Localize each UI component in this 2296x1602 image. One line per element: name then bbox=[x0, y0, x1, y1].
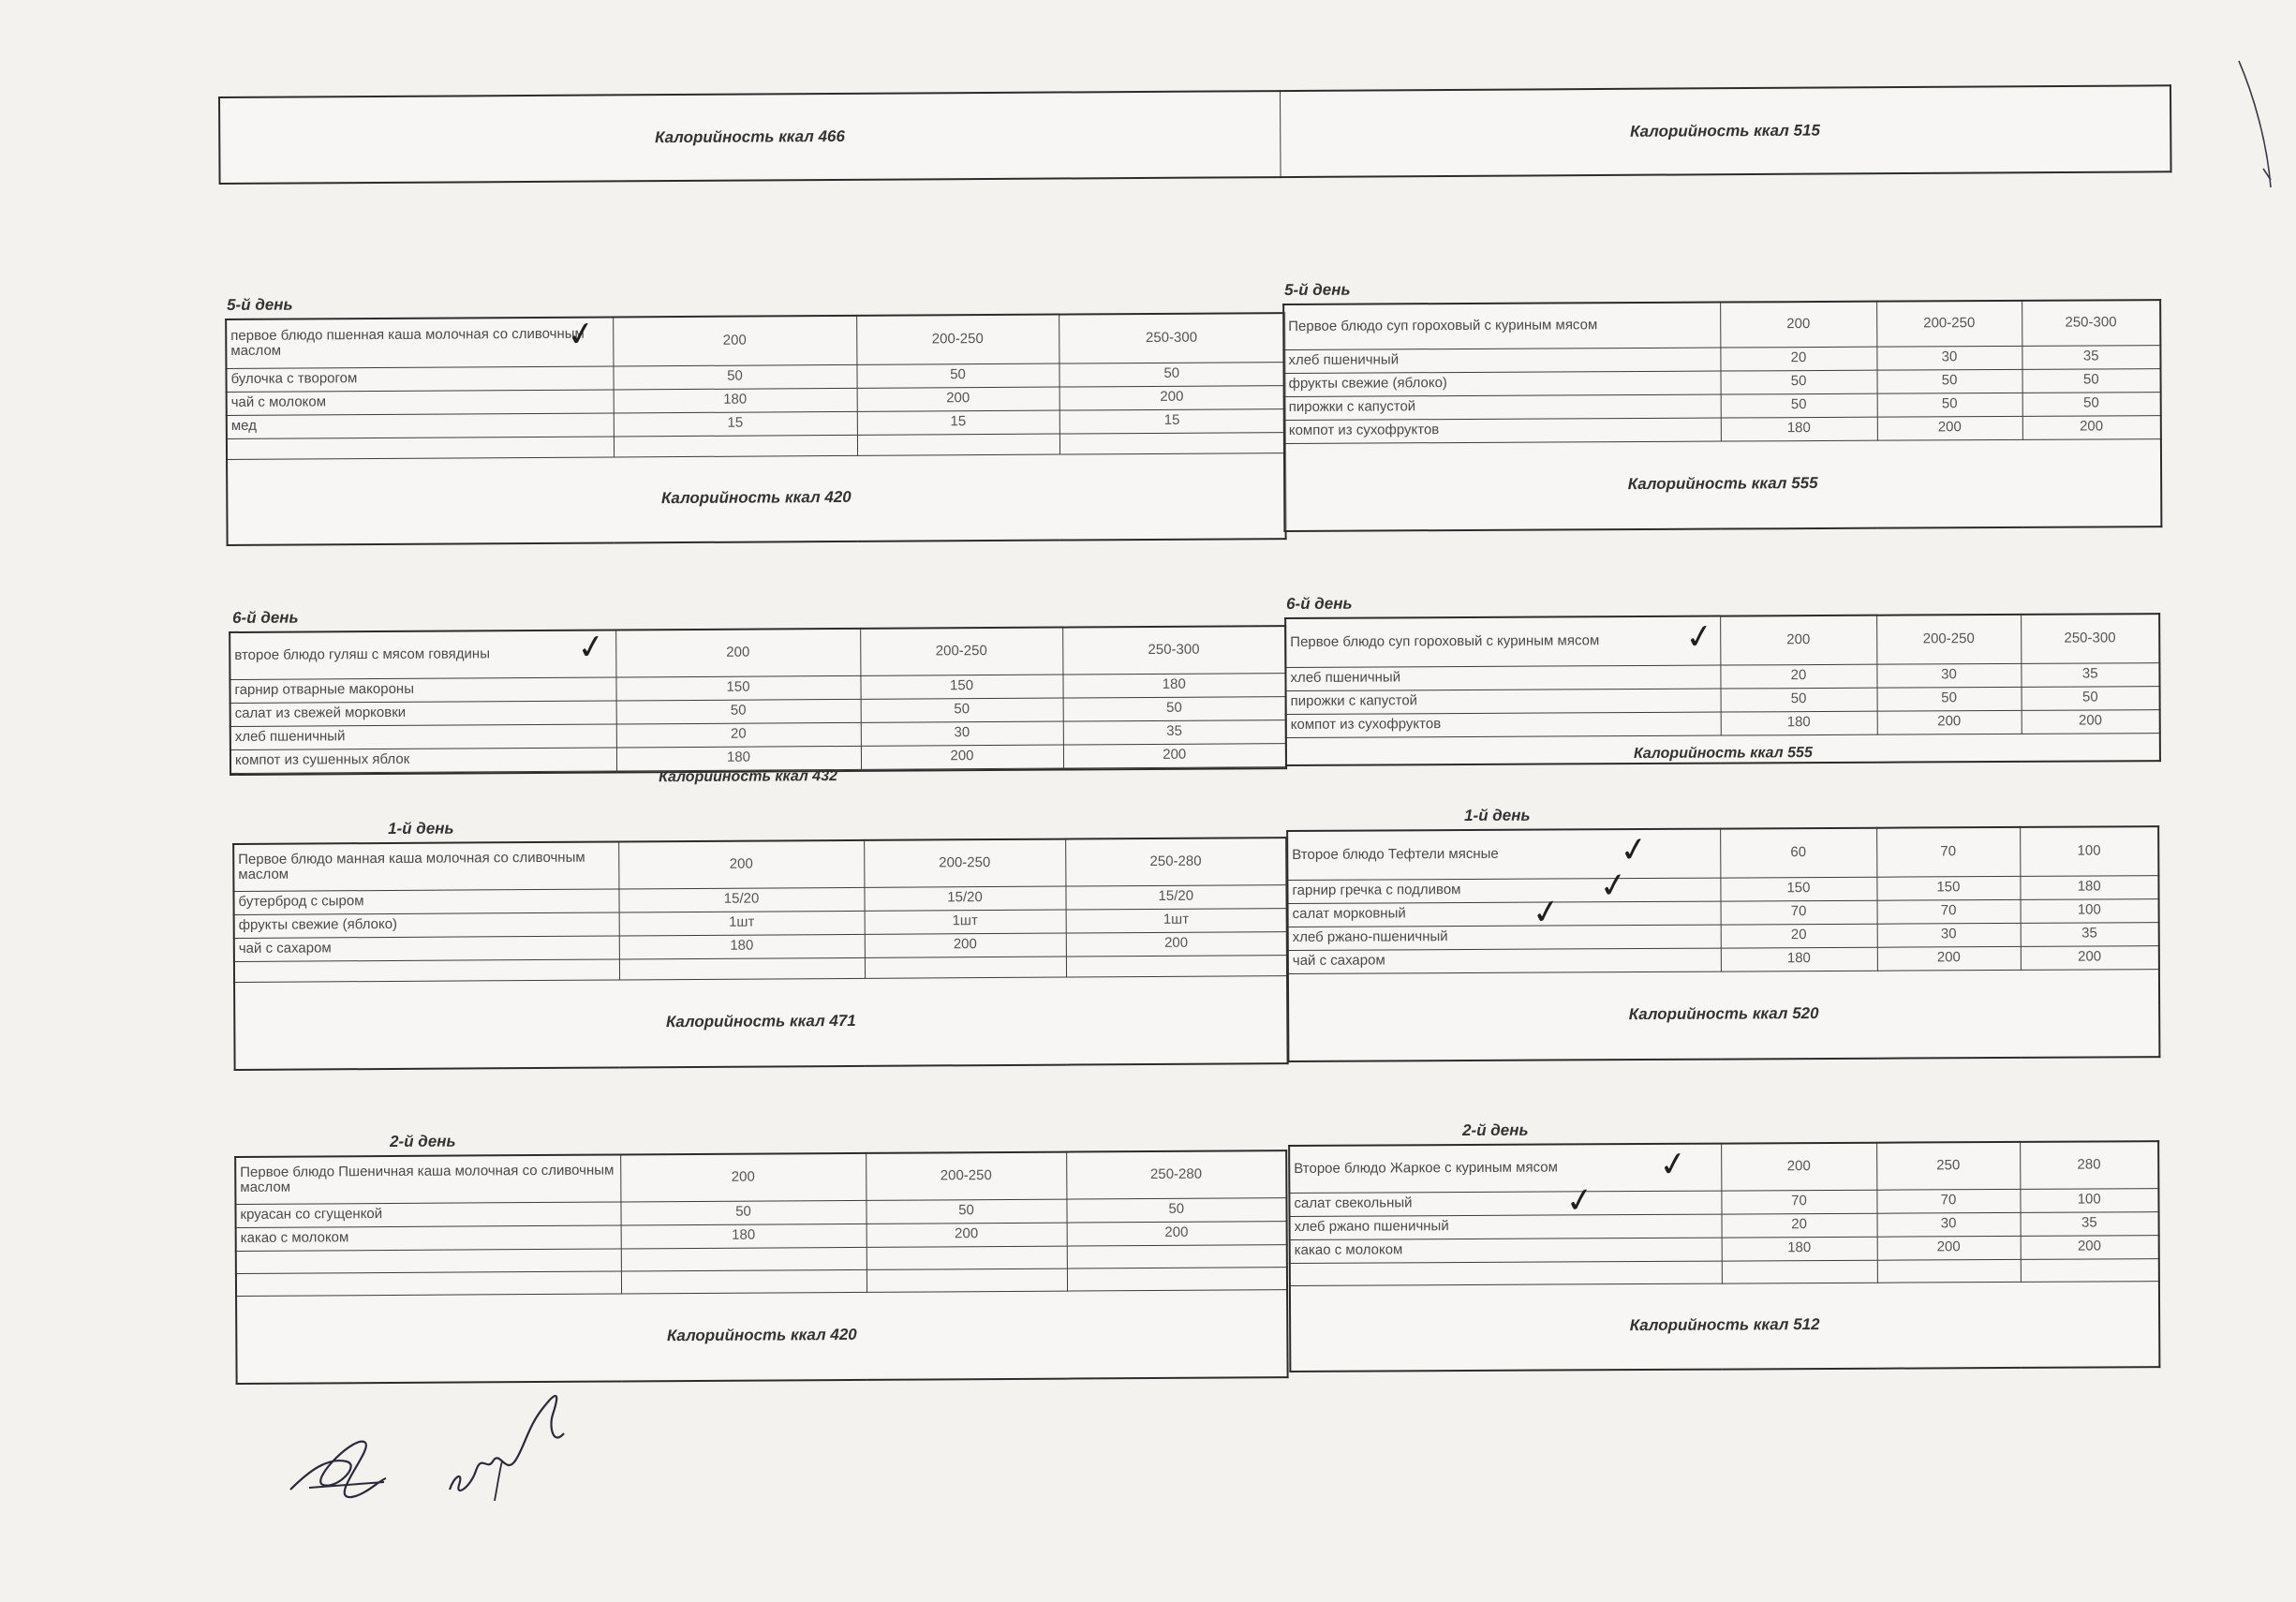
portion-large: 50 bbox=[2022, 368, 2161, 393]
portion-large: 250-280 bbox=[1065, 838, 1286, 885]
portion-small: 70 bbox=[1721, 1190, 1876, 1214]
portion-large: 50 bbox=[1066, 1197, 1286, 1222]
dish-name: фрукты свежие (яблоко) bbox=[234, 912, 619, 938]
dish-name: компот из сушенных яблок bbox=[230, 747, 616, 773]
portion-large: 200 bbox=[2021, 945, 2159, 970]
portion-medium: 200-250 bbox=[866, 1152, 1066, 1200]
portion-small: 20 bbox=[1722, 1213, 1877, 1238]
portion-small: 200 bbox=[1721, 1143, 1876, 1191]
portion-medium: 200 bbox=[1877, 710, 2022, 734]
portion-medium: 50 bbox=[856, 363, 1059, 388]
portion-small: 1шт bbox=[619, 911, 865, 936]
dish-name: хлеб ржано-пшеничный bbox=[1288, 925, 1721, 950]
portion-small: 180 bbox=[1721, 947, 1877, 972]
calorie-total: Калорийность ккал 520 bbox=[1288, 969, 2159, 1061]
portion-large: 180 bbox=[2020, 875, 2158, 899]
portion-medium: 250 bbox=[1876, 1142, 2020, 1190]
day-label: 6-й день bbox=[1286, 594, 1353, 613]
portion-large: 280 bbox=[2020, 1141, 2158, 1189]
portion-small: 15/20 bbox=[618, 887, 864, 912]
portion-small: 50 bbox=[1721, 688, 1877, 712]
main-dish-name: первое блюдо пшенная каша молочная со сливочным маслом bbox=[226, 317, 613, 368]
portion-medium: 30 bbox=[1876, 663, 2021, 688]
portion-large: 35 bbox=[2021, 1211, 2159, 1236]
dish-name: гарнир гречка с подливом bbox=[1287, 878, 1720, 903]
portion-large: 1шт bbox=[1066, 908, 1287, 932]
dish-name: пирожки с капустой bbox=[1286, 689, 1721, 714]
portion-large: 100 bbox=[2020, 1188, 2158, 1212]
portion-medium: 200 bbox=[1877, 1236, 2021, 1260]
portion-large: 200 bbox=[2022, 709, 2160, 734]
handwritten-signature bbox=[272, 1368, 600, 1527]
portion-large: 50 bbox=[2022, 686, 2160, 710]
dish-name: салат морковный bbox=[1288, 901, 1721, 927]
calorie-total: Калорийность ккал 420 bbox=[236, 1289, 1288, 1384]
menu-table bbox=[1288, 1140, 2160, 1372]
portion-large: 35 bbox=[1063, 719, 1286, 744]
portion-large: 250-300 bbox=[2021, 614, 2159, 663]
dish-name: чай с молоком bbox=[227, 389, 614, 415]
portion-medium: 15 bbox=[857, 410, 1059, 435]
portion-small: 200 bbox=[618, 840, 864, 889]
portion-small: 180 bbox=[1721, 711, 1877, 735]
dish-name: хлеб ржано пшеничный bbox=[1290, 1214, 1722, 1239]
main-dish-name: второе блюдо гуляш с мясом говядины bbox=[230, 630, 615, 679]
portion-medium: 150 bbox=[860, 675, 1062, 699]
dish-name: мед bbox=[227, 412, 614, 438]
main-dish-name: Второе блюдо Жаркое с куриным мясом bbox=[1289, 1144, 1721, 1193]
calorie-total-left: Калорийность ккал 466 bbox=[219, 91, 1281, 184]
day-label: 5-й день bbox=[226, 295, 293, 314]
portion-small: 150 bbox=[1720, 877, 1876, 901]
dish-name: пирожки с капустой bbox=[1284, 394, 1721, 420]
portion-small: 50 bbox=[613, 364, 856, 390]
portion-small: 20 bbox=[1721, 924, 1877, 948]
portion-large: 250-300 bbox=[1059, 313, 1284, 363]
day-label: 1-й день bbox=[1463, 806, 1531, 825]
portion-medium: 200 bbox=[1877, 946, 2021, 971]
portion-small: 20 bbox=[1720, 347, 1876, 371]
calorie-total: Калорийность ккал 471 bbox=[234, 975, 1288, 1070]
calorie-total: Калорийность ккал 432 bbox=[659, 768, 838, 786]
portion-medium: 50 bbox=[861, 698, 1063, 722]
portion-small: 20 bbox=[1720, 664, 1876, 689]
dish-name: бутерброд с сыром bbox=[233, 888, 618, 914]
portion-small: 50 bbox=[1721, 393, 1877, 418]
portion-medium: 150 bbox=[1876, 876, 2020, 900]
portion-medium: 200 bbox=[865, 933, 1066, 957]
portion-small: 200 bbox=[613, 316, 856, 366]
portion-large: 200 bbox=[2022, 415, 2161, 439]
portion-small: 50 bbox=[616, 699, 861, 724]
day-label: 6-й день bbox=[231, 608, 299, 627]
main-dish-name: Первое блюдо суп гороховый с куриным мясом bbox=[1285, 616, 1720, 667]
main-dish-name: Первое блюдо манная каша молочная со сливочным маслом bbox=[233, 841, 618, 891]
day-label: 5-й день bbox=[1284, 280, 1351, 299]
menu-table bbox=[232, 837, 1288, 1071]
main-dish-name: Второе блюдо Тефтели мясные bbox=[1287, 829, 1720, 880]
dish-name: хлеб пшеничный bbox=[1285, 665, 1720, 690]
day-label: 1-й день bbox=[387, 819, 454, 838]
portion-medium: 200 bbox=[861, 745, 1063, 769]
menu-table bbox=[1286, 825, 2160, 1062]
portion-large: 50 bbox=[1063, 696, 1286, 720]
portion-large: 35 bbox=[2021, 922, 2159, 946]
dish-name: салат свекольный bbox=[1289, 1191, 1721, 1216]
dish-name: хлеб пшеничный bbox=[230, 723, 616, 749]
portion-small: 20 bbox=[616, 722, 861, 748]
portion-small: 200 bbox=[1720, 616, 1876, 665]
portion-medium: 15/20 bbox=[864, 886, 1065, 911]
check-mark: ✓ bbox=[564, 313, 599, 356]
check-mark: ✓ bbox=[1563, 1179, 1597, 1223]
portion-medium: 50 bbox=[1877, 369, 2022, 393]
dish-name: компот из сухофруктов bbox=[1286, 712, 1721, 737]
portion-small: 200 bbox=[1720, 302, 1876, 348]
check-mark: ✓ bbox=[1529, 891, 1563, 934]
portion-medium: 30 bbox=[1876, 346, 2022, 370]
menu-table bbox=[229, 625, 1287, 775]
portion-medium: 200-250 bbox=[860, 628, 1062, 675]
portion-medium: 200 bbox=[857, 387, 1059, 411]
portion-medium: 70 bbox=[1876, 1189, 2020, 1213]
portion-small: 180 bbox=[616, 746, 861, 771]
edge-pen-marks bbox=[2229, 56, 2286, 244]
portion-small: 150 bbox=[615, 675, 860, 701]
menu-table bbox=[1282, 299, 2162, 532]
calorie-total: Калорийность ккал 512 bbox=[1290, 1281, 2159, 1372]
menu-table bbox=[234, 1150, 1288, 1385]
portion-medium: 200-250 bbox=[856, 315, 1059, 364]
menu-table bbox=[225, 312, 1286, 546]
dish-name: чай с сахаром bbox=[234, 935, 619, 961]
dish-name: гарнир отварные макороны bbox=[230, 676, 615, 703]
portion-large: 50 bbox=[1059, 362, 1284, 386]
portion-medium: 200 bbox=[1877, 416, 2022, 440]
dish-name: какао с молоком bbox=[236, 1224, 621, 1251]
portion-medium: 50 bbox=[1877, 687, 2022, 711]
portion-medium: 200 bbox=[867, 1223, 1067, 1247]
portion-small: 180 bbox=[621, 1224, 867, 1249]
portion-small: 50 bbox=[620, 1200, 866, 1225]
day-label: 2-й день bbox=[1461, 1120, 1529, 1140]
check-mark: ✓ bbox=[1656, 1143, 1691, 1186]
calorie-total: Калорийность ккал 555 bbox=[1284, 438, 2161, 531]
portion-small: 200 bbox=[615, 629, 860, 677]
portion-large: 100 bbox=[2020, 826, 2158, 876]
portion-medium: 70 bbox=[1877, 899, 2021, 924]
portion-large: 35 bbox=[2021, 662, 2159, 687]
portion-large: 35 bbox=[2022, 345, 2160, 369]
portion-large: 15 bbox=[1059, 408, 1285, 433]
check-mark: ✓ bbox=[1596, 865, 1631, 908]
portion-medium: 30 bbox=[1877, 923, 2021, 947]
dish-name: круасан со сгущенкой bbox=[235, 1201, 620, 1227]
portion-large: 200 bbox=[1059, 385, 1285, 409]
portion-medium: 30 bbox=[1877, 1212, 2021, 1237]
portion-medium: 50 bbox=[1877, 393, 2022, 417]
portion-large: 250-300 bbox=[1062, 626, 1285, 674]
portion-small: 180 bbox=[1721, 417, 1877, 441]
portion-small: 180 bbox=[1722, 1237, 1877, 1261]
portion-large: 200 bbox=[1063, 743, 1286, 767]
portion-small: 15 bbox=[614, 411, 857, 437]
portion-large: 200 bbox=[1067, 1221, 1287, 1245]
portion-medium: 1шт bbox=[865, 910, 1066, 934]
portion-small: 70 bbox=[1721, 900, 1877, 925]
portion-medium: 70 bbox=[1876, 827, 2020, 877]
portion-small: 50 bbox=[1721, 370, 1877, 394]
menu-table bbox=[1284, 613, 2161, 766]
check-mark: ✓ bbox=[1682, 616, 1717, 659]
portion-small: 180 bbox=[614, 388, 857, 413]
portion-large: 200 bbox=[2021, 1235, 2159, 1259]
check-mark: ✓ bbox=[1617, 829, 1652, 872]
main-dish-name: Первое блюдо Пшеничная каша молочная со сливочным маслом bbox=[235, 1154, 620, 1204]
portion-large: 180 bbox=[1062, 673, 1285, 697]
calorie-total: Калорийность ккал 555 bbox=[1286, 733, 2160, 765]
portion-large: 250-300 bbox=[2022, 300, 2160, 346]
portion-large: 15/20 bbox=[1065, 884, 1286, 909]
portion-small: 180 bbox=[619, 934, 865, 959]
portion-medium: 30 bbox=[861, 721, 1063, 746]
portion-large: 200 bbox=[1066, 931, 1287, 956]
portion-large: 50 bbox=[2022, 392, 2161, 416]
dish-name: хлеб пшеничный bbox=[1283, 348, 1720, 373]
portion-small: 60 bbox=[1720, 828, 1876, 878]
portion-large: 250-280 bbox=[1066, 1150, 1286, 1198]
dish-name: чай с сахаром bbox=[1288, 948, 1721, 973]
dish-name: компот из сухофруктов bbox=[1284, 418, 1721, 443]
dish-name: какао с молоком bbox=[1290, 1238, 1722, 1263]
portion-medium: 200-250 bbox=[1876, 615, 2021, 664]
calorie-total: Калорийность ккал 420 bbox=[227, 452, 1286, 545]
portion-medium: 50 bbox=[866, 1199, 1066, 1224]
portion-medium: 200-250 bbox=[864, 839, 1065, 887]
portion-small: 200 bbox=[620, 1153, 866, 1202]
dish-name: булочка с творогом bbox=[226, 365, 613, 392]
main-dish-name: Первое блюдо суп гороховый с куриным мясом bbox=[1283, 303, 1720, 349]
top-totals-table bbox=[218, 84, 2172, 185]
portion-medium: 200-250 bbox=[1876, 301, 2022, 347]
calorie-total-right: Калорийность ккал 515 bbox=[1280, 85, 2171, 177]
portion-large: 100 bbox=[2021, 898, 2159, 923]
day-label: 2-й день bbox=[389, 1132, 456, 1150]
dish-name: фрукты свежие (яблоко) bbox=[1284, 371, 1721, 396]
check-mark: ✓ bbox=[574, 626, 609, 669]
dish-name: салат из свежей морковки bbox=[230, 700, 616, 726]
